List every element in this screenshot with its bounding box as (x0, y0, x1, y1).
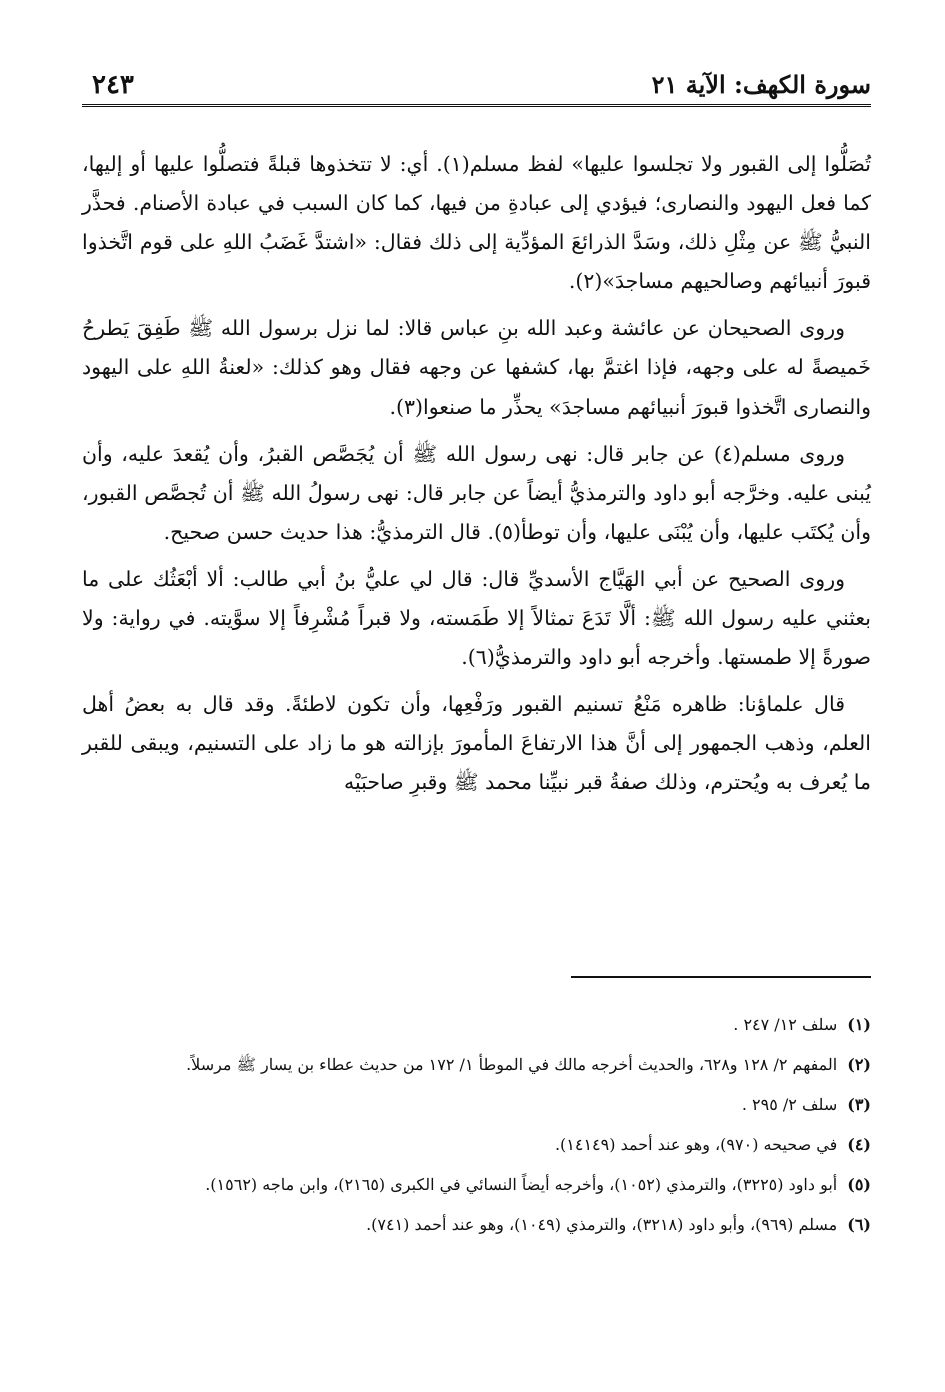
running-header (82, 62, 871, 106)
header-divider (82, 104, 871, 107)
footnote-text: سلف ١٢/ ٢٤٧ . (733, 1015, 838, 1034)
footnote-text: المفهم ٢/ ١٢٨ و٦٢٨، والحديث أخرجه مالك في الموطأ ١/ ١٧٢ من حديث عطاء بن يسار ﷺ مرسلاً. (186, 1055, 838, 1074)
footnote-text: سلف ٢/ ٢٩٥ . (741, 1095, 838, 1114)
footnote-number: (٢) (847, 1055, 871, 1074)
footnote-divider (571, 976, 871, 978)
running-title: سورة الكهف: الآية ٢١ (651, 70, 871, 99)
footnote-number: (٥) (847, 1175, 871, 1194)
paragraph: وروى مسلم(٤) عن جابر قال: نهى رسول الله ﷺ أن يُجَصَّص القبرُ، وأن يُقعدَ عليه، وأن يُبنى عليه. وخرَّجه أبو داود والترمذيُّ أيضاً عن جابر قال: نهى رسولُ الله ﷺ أن تُجصَّص القبور، وأن يُكتَب عليها، وأن يُبْنَى عليها، وأن توطأ(٥). قال الترمذيُّ: هذا حديث حسن صحيح. (82, 441, 871, 544)
footnote-number: (٦) (847, 1215, 871, 1234)
paragraph: قال علماؤنا: ظاهره مَنْعُ تسنيم القبور ورَفْعِها، وأن تكون لاطئةً. وقد قال به بعضُ أهل العلم، وذهب الجمهور إلى أنَّ هذا الارتفاعَ المأمورَ بإزالته هو ما زاد على التسنيم، ويبقى للقبر ما يُعرف به ويُحترم، وذلك صفةُ قبر نبيِّنا محمد ﷺ وقبرِ صاحبَيْه (82, 692, 871, 795)
footnote (82, 1090, 871, 1120)
footnote-number: (٤) (847, 1135, 871, 1154)
paragraph: وروى الصحيحان عن عائشة وعبد الله بنِ عباس قالا: لما نزل برسول الله ﷺ طَفِقَ يَطرحُ خَميصةً له على وجهه، فإذا اغتمَّ بها، كشفها عن وجهه فقال وهو كذلك: «لعنةُ اللهِ على اليهود والنصارى اتَّخذوا قبورَ أنبيائهم مساجدَ» يحذِّر ما صنعوا(٣). (82, 316, 871, 419)
page-number: ٢٤٣ (92, 70, 134, 100)
footnote (82, 1050, 871, 1080)
footnote-text: في صحيحه (٩٧٠)، وهو عند أحمد (١٤١٤٩). (554, 1135, 838, 1154)
paragraph: وروى الصحيح عن أبي الهَيَّاج الأسديِّ قال: قال لي عليُّ بنُ أبي طالب: ألا أبْعَثُك على ما بعثني عليه رسول الله ﷺ: ألَّا تَدَعَ تمثالاً إلا طَمَسته، ولا قبراً مُشْرِفاً إلا سوَّيته. في رواية: ولا صورةً إلا طمستها. وأخرجه أبو داود والترمذيُّ(٦). (82, 566, 871, 670)
footnotes (82, 1010, 871, 1250)
footnote-text: أبو داود (٣٢٢٥)، والترمذي (١٠٥٢)، وأخرجه أيضاً النسائي في الكبرى (٢١٦٥)، وابن ماجه (١٥٦٢). (205, 1175, 838, 1194)
footnote-number: (١) (847, 1015, 871, 1034)
footnote (82, 1170, 871, 1200)
footnote (82, 1130, 871, 1160)
footnote-text: مسلم (٩٦٩)، وأبو داود (٣٢١٨)، والترمذي (١٠٤٩)، وهو عند أحمد (٧٤١). (366, 1215, 838, 1234)
paragraph: تُصَلُّوا إلى القبور ولا تجلسوا عليها» لفظ مسلم(١). أي: لا تتخذوها قبلةً فتصلُّوا عليها أو إليها، كما فعل اليهود والنصارى؛ فيؤدي إلى عبادةِ من فيها، كما كان السبب في عبادة الأصنام. فحذَّر النبيُّ ﷺ عن مِثْلِ ذلك، وسَدَّ الذرائعَ المؤدِّية إلى ذلك فقال: «اشتدَّ غَضَبُ اللهِ على قوم اتَّخذوا قبورَ أنبيائهم وصالحيهم مساجدَ»(٢). (82, 152, 871, 294)
main-text (82, 145, 871, 811)
footnote (82, 1210, 871, 1240)
footnote (82, 1010, 871, 1040)
footnote-number: (٣) (847, 1095, 871, 1114)
